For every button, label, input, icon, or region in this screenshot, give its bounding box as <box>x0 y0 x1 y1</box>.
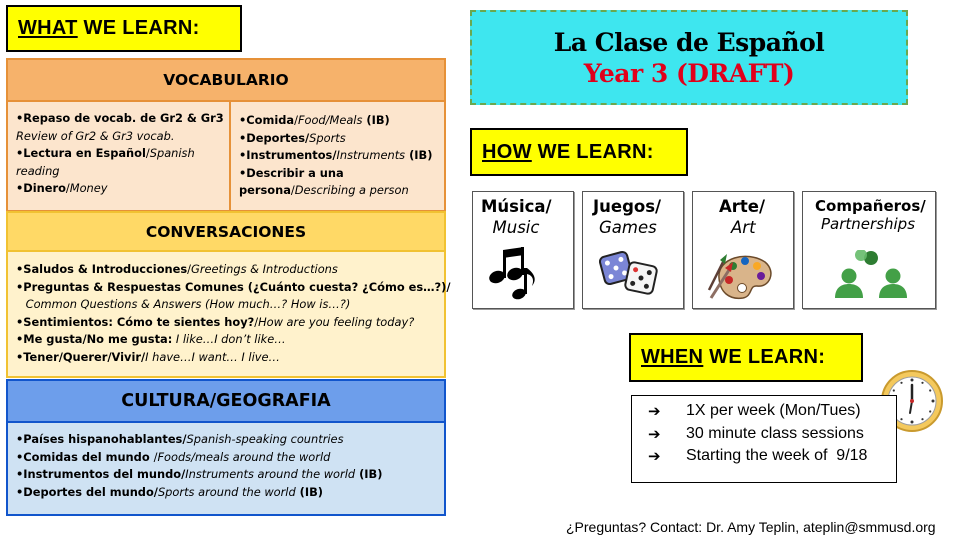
list-item-i: How are you feeling today? <box>258 314 415 329</box>
list-item-b: •Sentimientos: Cómo te sientes hoy? <box>16 314 255 329</box>
list-item-i: Money <box>69 181 108 196</box>
list-item <box>16 331 444 349</box>
when-we-learn-label <box>629 333 863 382</box>
card-juegos-title: Juegos/ <box>593 197 662 216</box>
list-item <box>16 296 444 314</box>
list-item-i: Describing a person <box>294 183 409 198</box>
list-item <box>239 165 444 183</box>
conversaciones-heading: CONVERSACIONES <box>6 211 446 252</box>
title-box <box>470 10 908 105</box>
list-item <box>239 112 444 130</box>
schedule-text: Starting the week of 9/18 <box>686 447 868 464</box>
arrow-icon: ➔ <box>648 447 661 465</box>
list-item-tag: (IB) <box>355 467 383 482</box>
contact-info: ¿Preguntas? Contact: Dr. Amy Teplin, ateplin@smmusd.org <box>566 519 936 535</box>
list-item-i: Common Questions & Answers (How much…? How is…?) <box>22 297 351 312</box>
list-item-sep: / <box>145 146 150 161</box>
what-we-learn-label <box>6 5 242 52</box>
card-musica-sub: Music <box>492 218 540 237</box>
list-item-i: Sports <box>309 130 346 145</box>
arrow-icon: ➔ <box>648 402 661 420</box>
list-item-i: Greetings & Introductions <box>191 262 338 276</box>
list-item <box>16 145 228 163</box>
dice-icon <box>599 248 661 298</box>
schedule-text: 1X per week (Mon/Tues) <box>686 402 861 419</box>
schedule-item <box>648 423 896 446</box>
card-juegos-sub: Games <box>599 218 657 237</box>
list-item-b: •Deportes/ <box>239 130 310 145</box>
list-item-i: Sports around the world <box>157 484 296 499</box>
list-item-sep: / <box>187 262 191 276</box>
list-item-b: •Comidas del mundo <box>16 449 154 464</box>
cultura-list <box>16 431 444 501</box>
list-item <box>16 261 444 279</box>
list-item-sep: / <box>294 113 298 127</box>
cultura-heading: CULTURA/GEOGRAFIA <box>6 379 446 423</box>
list-item-b: •Deportes del mundo/ <box>16 484 158 499</box>
what-rest: WE LEARN: <box>77 17 200 39</box>
list-item <box>16 466 444 484</box>
list-item <box>16 110 228 128</box>
list-item <box>16 484 444 502</box>
when-word: WHEN <box>641 346 704 368</box>
card-arte <box>692 191 794 309</box>
schedule-box <box>631 395 897 483</box>
card-arte-title: Arte/ <box>719 197 766 216</box>
list-item <box>16 431 444 449</box>
how-we-learn-label <box>470 128 688 176</box>
card-companeros <box>802 191 936 309</box>
conversaciones-list <box>16 261 451 367</box>
list-item <box>16 180 228 198</box>
list-item-b: •Preguntas & Respuestas Comunes (¿Cuánto cuesta? ¿Cómo es…?)/ <box>16 279 451 294</box>
list-item-b: •Instrumentos/ <box>239 148 337 163</box>
arrow-icon: ➔ <box>648 424 661 443</box>
schedule-item <box>648 445 896 468</box>
list-item-i: reading <box>16 163 60 178</box>
card-musica <box>472 191 574 309</box>
list-item-b: •Tener/Querer/Vivir/ <box>16 349 146 364</box>
list-item <box>16 349 444 367</box>
card-arte-sub: Art <box>731 218 756 237</box>
list-item-b: •Me gusta/No me gusta: <box>16 332 173 347</box>
card-companeros-title: Compañeros/ <box>815 197 926 215</box>
list-item <box>239 182 444 200</box>
list-item-sep: / <box>153 449 158 464</box>
how-word: HOW <box>482 140 532 163</box>
card-juegos <box>582 191 684 309</box>
list-item-b: •Lectura en Español <box>16 146 146 161</box>
list-item <box>239 147 444 165</box>
vocabulario-right-list <box>239 112 444 200</box>
list-item <box>16 449 444 467</box>
vocabulario-heading: VOCABULARIO <box>6 58 446 102</box>
card-companeros-sub: Partnerships <box>821 215 916 233</box>
list-item <box>16 128 228 146</box>
list-item-i: Review of Gr2 & Gr3 vocab. <box>16 128 175 143</box>
how-rest: WE LEARN: <box>531 140 654 163</box>
list-item-b: •Países hispanohablantes/ <box>16 432 187 446</box>
list-item-b: •Repaso de vocab. de Gr2 & Gr3 <box>16 111 224 125</box>
list-item-tag: (IB) <box>295 484 323 499</box>
list-item-tag: (IB) <box>362 113 390 127</box>
vocabulario-divider <box>229 100 231 212</box>
schedule-item <box>648 400 896 423</box>
list-item-b: •Dinero <box>16 181 66 196</box>
schedule-text: 30 minute class sessions <box>686 424 864 442</box>
list-item-i: I like…I don’t like… <box>172 332 286 347</box>
when-rest: WE LEARN: <box>703 346 826 368</box>
list-item-b: •Describir a una <box>239 165 344 180</box>
schedule-list <box>648 400 896 468</box>
list-item-sep: / <box>290 183 295 198</box>
list-item-i: Food/Meals <box>297 113 363 127</box>
card-musica-title: Música/ <box>481 197 552 216</box>
list-item-tag: (IB) <box>405 148 433 163</box>
what-word: WHAT <box>18 17 78 39</box>
list-item <box>16 314 444 332</box>
list-item-sep: / <box>65 181 70 196</box>
list-item-i: Instruments around the world <box>185 467 356 482</box>
list-item <box>16 163 228 181</box>
list-item-b: •Saludos & Introducciones <box>16 262 188 276</box>
list-item-i: I have…I want… I live… <box>145 349 280 364</box>
vocabulario-left-list <box>16 110 228 198</box>
palette-icon <box>707 248 777 304</box>
class-subtitle: Year 3 (DRAFT) <box>583 58 795 88</box>
list-item-b: •Comida <box>239 113 295 127</box>
list-item-i: Instruments <box>336 148 406 163</box>
list-item <box>16 279 451 297</box>
list-item-sep: / <box>254 314 259 329</box>
partnership-icon <box>831 250 911 300</box>
list-item-i: Spanish-speaking countries <box>186 432 344 446</box>
class-title: La Clase de Español <box>553 27 825 57</box>
list-item-i: Foods/meals around the world <box>157 449 331 464</box>
list-item-b: persona <box>239 183 291 198</box>
list-item <box>239 130 444 148</box>
music-notes-icon <box>485 244 549 300</box>
list-item-i: Spanish <box>149 146 195 161</box>
list-item-b: •Instrumentos del mundo/ <box>16 467 186 482</box>
